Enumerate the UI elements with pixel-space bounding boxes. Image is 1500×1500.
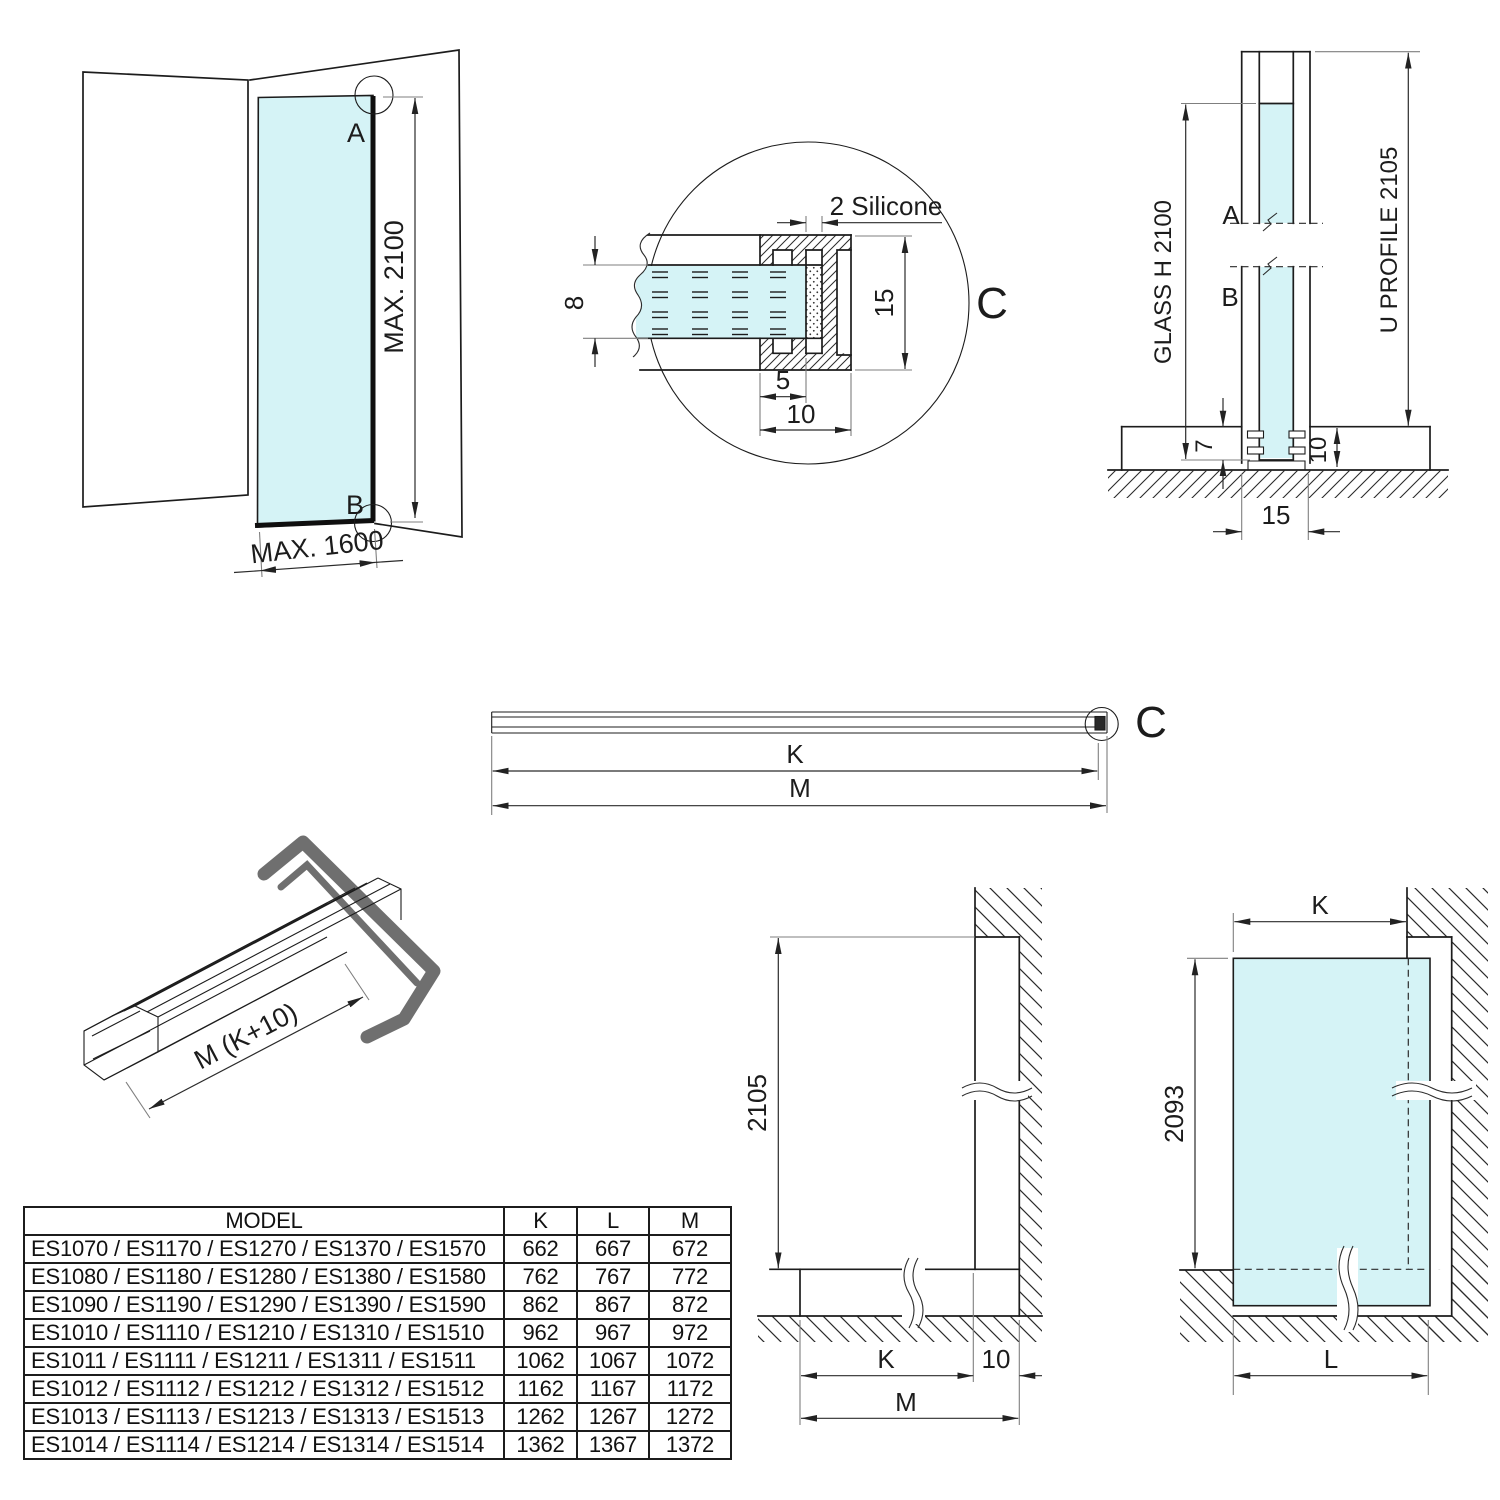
ground-hatch <box>1108 470 1448 498</box>
cell-k: 862 <box>504 1291 577 1319</box>
dim-5: 5 <box>775 365 791 395</box>
label-b: B <box>345 490 365 520</box>
dim-glass-thickness: 8 <box>559 295 589 311</box>
break-floor-profile <box>902 1258 925 1328</box>
glass-panel <box>258 96 374 528</box>
label-a: A <box>1222 200 1240 230</box>
table-header-model: MODEL <box>24 1207 504 1235</box>
cell-model: ES1011 / ES1111 / ES1211 / ES1311 / ES1511 <box>24 1347 504 1375</box>
dim-profile-height: U PROFILE 2105 <box>1376 146 1403 334</box>
table-row <box>24 1431 731 1459</box>
dim-2105: 2105 <box>742 1074 772 1132</box>
cell-model: ES1012 / ES1112 / ES1212 / ES1312 / ES1512 <box>24 1375 504 1403</box>
view-glass-install <box>1159 888 1488 1395</box>
cell-l: 867 <box>577 1291 649 1319</box>
cell-k: 762 <box>504 1263 577 1291</box>
cell-m: 1072 <box>649 1347 731 1375</box>
cell-k: 1162 <box>504 1375 577 1403</box>
model-table <box>23 1206 732 1460</box>
dim-10: 10 <box>981 1344 1011 1374</box>
view-vertical-section <box>1108 52 1448 540</box>
cell-m: 1272 <box>649 1403 731 1431</box>
dim-10: 10 <box>786 399 816 429</box>
dim-10: 10 <box>1305 436 1332 464</box>
table-row <box>24 1263 731 1291</box>
dim-k: K <box>877 1344 895 1374</box>
glass-section <box>636 266 806 338</box>
table-header-row <box>24 1207 731 1235</box>
cell-m: 1372 <box>649 1431 731 1459</box>
dim-m: M <box>895 1387 917 1417</box>
label-a: A <box>346 118 366 148</box>
glass-lower <box>1261 267 1293 458</box>
cell-m: 972 <box>649 1319 731 1347</box>
table-header-k: K <box>504 1207 577 1235</box>
view-profile-isometric <box>84 842 434 1118</box>
table-header-m: M <box>649 1207 731 1235</box>
dim-max-height: MAX. 2100 <box>379 220 409 354</box>
dim-15: 15 <box>1261 500 1291 530</box>
table-row <box>24 1375 731 1403</box>
cell-model: ES1014 / ES1114 / ES1214 / ES1314 / ES1514 <box>24 1431 504 1459</box>
dim-profile-length: M (K+10) <box>189 996 303 1076</box>
table-row <box>24 1235 731 1263</box>
cell-model: ES1010 / ES1110 / ES1210 / ES1310 / ES1510 <box>24 1319 504 1347</box>
dim-k: K <box>1311 890 1329 920</box>
dim-15: 15 <box>869 288 899 318</box>
break-wall-profile <box>962 1081 1032 1101</box>
cell-m: 1172 <box>649 1375 731 1403</box>
profile-bar <box>492 712 1107 733</box>
table-row <box>24 1403 731 1431</box>
cell-l: 667 <box>577 1235 649 1263</box>
dim-m: M <box>789 773 811 803</box>
label-c: C <box>976 279 1008 328</box>
cell-k: 962 <box>504 1319 577 1347</box>
break-wall-profile <box>1392 1081 1476 1101</box>
dim-2093: 2093 <box>1159 1085 1189 1143</box>
floor-hatch <box>758 1316 1042 1342</box>
cell-k: 662 <box>504 1235 577 1263</box>
break-glass <box>1337 1246 1358 1332</box>
glass-panel <box>1233 958 1430 1305</box>
view-detail-c <box>559 142 1008 464</box>
view-profile-length <box>492 698 1167 815</box>
cell-model: ES1080 / ES1180 / ES1280 / ES1380 / ES1580 <box>24 1263 504 1291</box>
cell-m: 872 <box>649 1291 731 1319</box>
cell-k: 1362 <box>504 1431 577 1459</box>
dim-k: K <box>786 739 804 769</box>
cell-l: 967 <box>577 1319 649 1347</box>
cell-model: ES1013 / ES1113 / ES1213 / ES1313 / ES1513 <box>24 1403 504 1431</box>
cell-model: ES1090 / ES1190 / ES1290 / ES1390 / ES1590 <box>24 1291 504 1319</box>
table-row <box>24 1347 731 1375</box>
table-row <box>24 1319 731 1347</box>
cell-l: 1267 <box>577 1403 649 1431</box>
label-c: C <box>1135 698 1167 747</box>
cell-k: 1262 <box>504 1403 577 1431</box>
dim-silicone: 2 Silicone <box>829 191 943 221</box>
cell-model: ES1070 / ES1170 / ES1270 / ES1370 / ES1570 <box>24 1235 504 1263</box>
wall-profile <box>975 937 1019 1269</box>
dim-max-width: MAX. 1600 <box>248 524 386 570</box>
cell-l: 1067 <box>577 1347 649 1375</box>
cell-l: 1167 <box>577 1375 649 1403</box>
glass-upper <box>1261 104 1293 224</box>
dim-7: 7 <box>1191 439 1218 453</box>
cell-l: 767 <box>577 1263 649 1291</box>
cell-l: 1367 <box>577 1431 649 1459</box>
left-wall <box>83 72 248 507</box>
cell-m: 672 <box>649 1235 731 1263</box>
silicone-joint <box>806 265 822 338</box>
table-header-l: L <box>577 1207 649 1235</box>
dim-glass-height: GLASS H 2100 <box>1150 199 1177 365</box>
view-corner-perspective <box>83 50 462 577</box>
table-row <box>24 1291 731 1319</box>
view-wall-install <box>742 888 1042 1425</box>
cell-k: 1062 <box>504 1347 577 1375</box>
cell-m: 772 <box>649 1263 731 1291</box>
label-b: B <box>1221 282 1239 312</box>
dim-l: L <box>1323 1344 1339 1374</box>
